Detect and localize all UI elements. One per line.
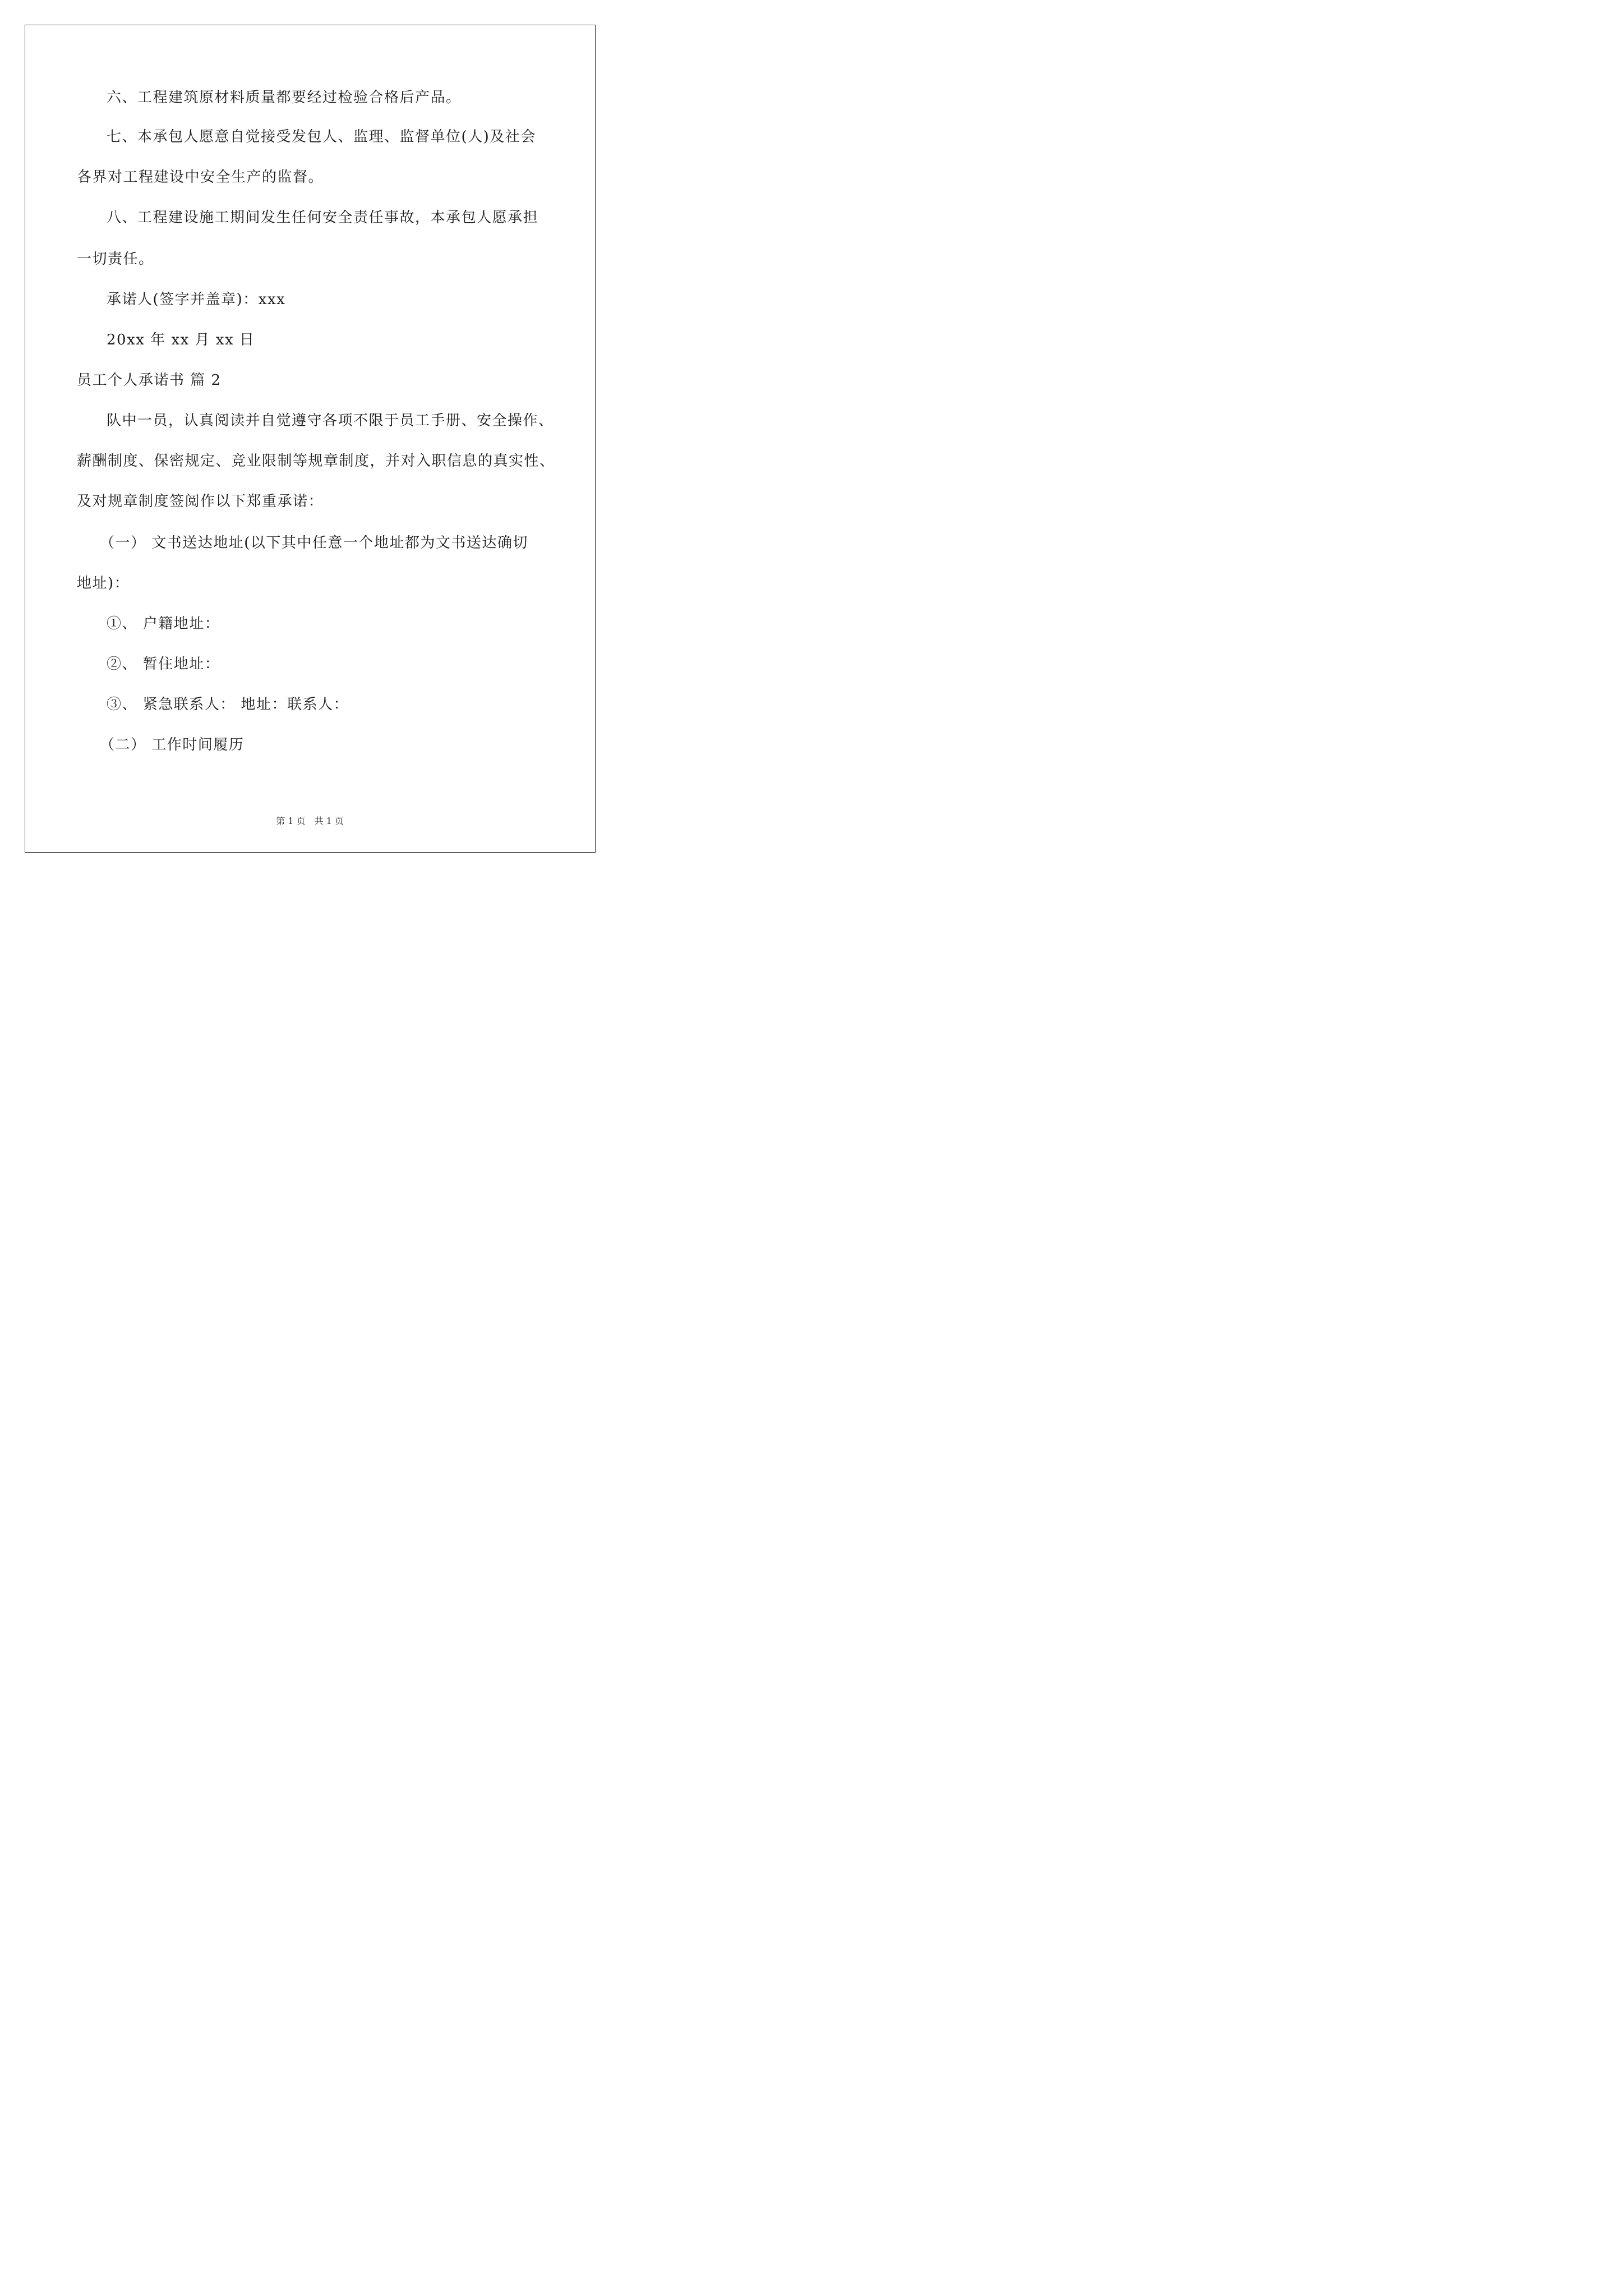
clause-1-line-2: 地址)：	[77, 575, 130, 592]
clause-1-line-1: （一） 文书送达地址(以下其中任意一个地址都为文书送达确切	[100, 535, 528, 551]
paragraph-item-6: 六、工程建筑原材料质量都要经过检验合格后产品。	[107, 89, 462, 106]
page-border	[25, 25, 596, 853]
page-footer: 第 1 页 共 1 页	[276, 816, 344, 826]
date-line: 20xx 年 xx 月 xx 日	[107, 332, 255, 348]
paragraph-item-8-line-1: 八、工程建设施工期间发生任何安全责任事故，本承包人愿承担	[107, 209, 539, 226]
intro-paragraph-line-2: 薪酬制度、保密规定、竞业限制等规章制度，并对入职信息的真实性、	[77, 453, 555, 470]
address-item-emergency-contact: ③、 紧急联系人： 地址：联系人：	[107, 696, 349, 713]
paragraph-item-8-line-2: 一切责任。	[77, 251, 154, 268]
address-item-temporary: ②、 暂住地址：	[107, 656, 220, 673]
paragraph-item-7-line-2: 各界对工程建设中安全生产的监督。	[77, 169, 324, 186]
paragraph-item-7-line-1: 七、本承包人愿意自觉接受发包人、监理、监督单位(人)及社会	[107, 128, 536, 145]
signatory-line: 承诺人(签字并盖章)：xxx	[107, 291, 286, 308]
clause-2: （二） 工作时间履历	[100, 737, 245, 753]
intro-paragraph-line-1: 队中一员，认真阅读并自觉遵守各项不限于员工手册、安全操作、	[107, 412, 554, 429]
address-item-household: ①、 户籍地址：	[107, 615, 220, 632]
section-heading: 员工个人承诺书 篇 2	[77, 372, 222, 389]
intro-paragraph-line-3: 及对规章制度签阅作以下郑重承诺：	[77, 493, 324, 510]
